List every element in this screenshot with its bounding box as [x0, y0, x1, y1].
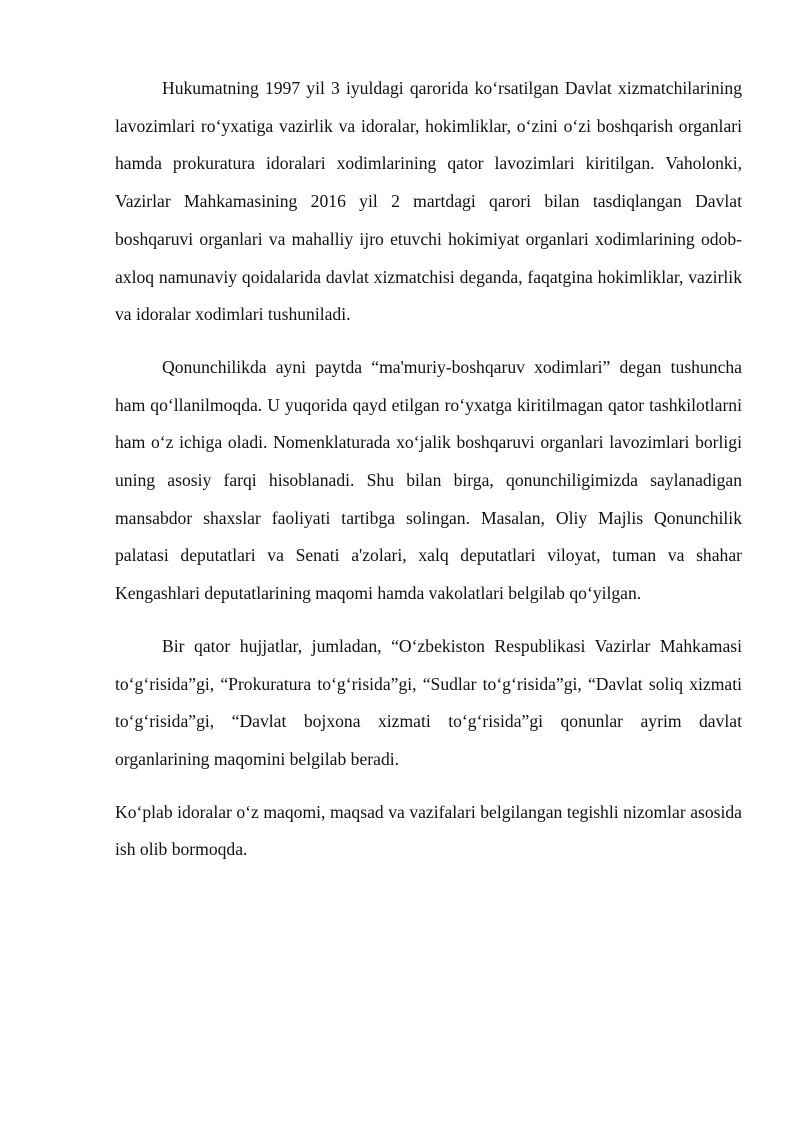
paragraph-3: Bir qator hujjatlar, jumladan, “O‘zbekiston Respublikasi Vazirlar Mahkamasi to‘g‘risida”gi, “Prokuratura to‘g‘risida”gi, “Sudlar to‘g‘risida”gi, “Davlat soliq xizmati to‘g‘risida”gi, “Davlat bojxona xizmati to‘g‘risida”gi qonunlar ayrim davlat organlarining maqomini belgilab beradi. [115, 635, 742, 769]
paragraph-1: Hukumatning 1997 yil 3 iyuldagi qarorida ko‘rsatilgan Davlat xizmatchilarining lavozimlari ro‘yxatiga vazirlik va idoralar, hokimliklar, o‘zini o‘zi boshqarish organlari hamda prokuratura idoralari xodimlarining qator lavozimlari kiritilgan. Vaholonki, Vazirlar Mahkamasining 2016 yil 2 martdagi qarori bilan tasdiqlangan Davlat boshqaruvi organlari va mahalliy ijro etuvchi hokimiyat organlari xodimlarining odob-axloq namunaviy qoidalarida davlat xizmatchisi deganda, faqatgina hokimliklar, vazirlik va idoralar xodimlari tushuniladi. [115, 78, 742, 325]
paragraph-2: Qonunchilikda ayni paytda “ma'muriy-boshqaruv xodimlari” degan tushuncha ham qo‘llanilmoqda. U yuqorida qayd etilgan ro‘yxatga kiritilmagan qator tashkilotlarni ham o‘z ichiga oladi. Nomenklaturada xo‘jalik boshqaruvi organlari lavozimlari borligi uning asosiy farqi hisoblanadi. Shu bilan birga, qonunchiligimizda saylanadigan mansabdor shaxslar faoliyati tartibga solingan. Masalan, Oliy Majlis Qonunchilik palatasi deputatlari va Senati a'zolari, xalq deputatlari viloyat, tuman va shahar Kengashlari deputatlarining maqomi hamda vakolatlari belgilab qo‘yilgan. [115, 356, 742, 604]
document-body [115, 70, 742, 869]
paragraph-4: Ko‘plab idoralar o‘z maqomi, maqsad va vazifalari belgilangan tegishli nizomlar asosida ish olib bormoqda. [115, 801, 742, 860]
